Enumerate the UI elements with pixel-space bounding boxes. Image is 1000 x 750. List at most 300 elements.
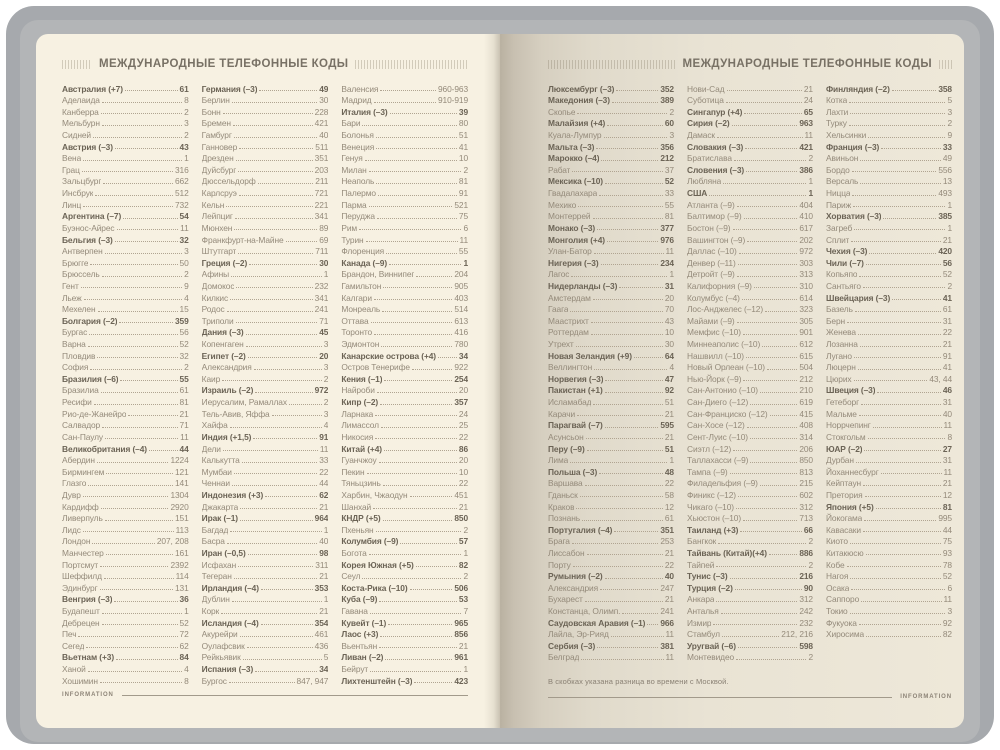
entry-row: [341, 256, 468, 268]
entry-code: 2: [184, 130, 189, 141]
entry-name: Рабат: [548, 164, 571, 175]
entry-name: Ханой: [62, 664, 86, 675]
entry-row: [62, 407, 189, 419]
dot-leader: [597, 229, 658, 230]
entry-row: [826, 337, 952, 349]
dot-leader: [78, 636, 177, 637]
entry-name: Йоханнесбург: [826, 466, 879, 477]
entry-code: 451: [454, 489, 469, 500]
entry-code: 241: [660, 606, 674, 617]
dot-leader: [847, 566, 941, 567]
entry-row: [202, 535, 329, 547]
entry-row: [687, 488, 813, 500]
entry-row: [826, 523, 952, 535]
entry-name: Вьентьян: [341, 640, 378, 651]
dot-leader: [410, 496, 453, 497]
entry-name: Израиль (–2): [201, 385, 254, 396]
dot-leader: [718, 543, 806, 544]
dot-leader: [599, 473, 663, 474]
entry-code: 20: [458, 455, 469, 466]
entry-code: 3: [323, 362, 329, 373]
dot-leader: [92, 543, 155, 544]
entry-row: [202, 117, 329, 129]
dot-leader: [374, 299, 452, 300]
entry-row: [687, 512, 813, 524]
entry-name: София: [62, 362, 89, 373]
entry-code: 90: [803, 582, 813, 593]
dot-leader: [416, 276, 452, 277]
entry-name: Лейпциг: [201, 211, 233, 222]
dot-leader: [221, 613, 317, 614]
entry-row: [341, 221, 468, 233]
entry-row: [548, 361, 674, 373]
information-label: INFORMATION: [62, 692, 114, 698]
entry-name: Белград: [548, 652, 580, 663]
entry-row: [341, 430, 468, 442]
dot-leader: [261, 624, 313, 625]
entry-name: Турция (–2): [687, 582, 733, 593]
entry-row: [687, 430, 813, 442]
entry-name: Берлин: [201, 95, 230, 106]
entry-row: [341, 210, 468, 222]
entry-name: Ницца: [826, 188, 851, 199]
entry-name: Веллингтон: [548, 362, 593, 373]
entry-row: [687, 140, 813, 152]
entry-row: [826, 163, 952, 175]
dot-leader: [243, 659, 322, 660]
entry-row: [826, 349, 952, 361]
entry-row: [341, 326, 468, 338]
dot-leader: [614, 531, 658, 532]
entry-row: [548, 245, 674, 257]
dot-leader: [412, 369, 452, 370]
entry-name: Австралия (+7): [62, 83, 123, 94]
entry-code: 21: [942, 339, 952, 350]
entry-row: [341, 523, 468, 535]
dot-leader: [366, 241, 458, 242]
entry-code: 81: [458, 176, 469, 187]
entry-code: 613: [454, 315, 469, 326]
entry-row: [687, 210, 813, 222]
entry-row: [687, 419, 813, 431]
entry-code: 8: [184, 95, 189, 106]
entry-name: Исламабад: [548, 397, 592, 408]
entry-code: 43, 44: [929, 373, 952, 384]
dot-leader: [240, 636, 313, 637]
entry-row: [202, 268, 329, 280]
entry-code: 1: [323, 269, 329, 280]
dot-leader: [261, 589, 313, 590]
entry-code: 314: [799, 431, 813, 442]
dot-leader: [101, 113, 182, 114]
dot-leader: [593, 404, 662, 405]
page-title: МЕЖДУНАРОДНЫЕ ТЕЛЕФОННЫЕ КОДЫ: [99, 58, 349, 70]
entry-name: Килкис: [201, 292, 229, 303]
entry-name: Нью-Йорк (–9): [687, 373, 742, 384]
entry-code: 614: [799, 292, 813, 303]
entry-name: Сент-Луис (–10): [687, 431, 748, 442]
dot-leader: [769, 554, 797, 555]
entry-code: 30: [664, 339, 674, 350]
dot-leader: [223, 450, 318, 451]
entry-code: 40: [942, 408, 952, 419]
entry-name: Льеж: [62, 292, 82, 303]
entry-code: 25: [458, 420, 469, 431]
entry-code: 856: [454, 629, 469, 640]
entry-code: 619: [799, 397, 813, 408]
entry-code: 359: [174, 315, 189, 326]
entry-name: Тегеран: [201, 571, 232, 582]
dot-leader: [892, 299, 941, 300]
entry-row: [548, 384, 674, 396]
entry-row: [62, 558, 189, 570]
dot-leader: [232, 601, 322, 602]
entry-row: [687, 256, 813, 268]
entry-name: Лидс: [62, 524, 81, 535]
entry-row: [62, 94, 189, 106]
entry-code: 1304: [170, 489, 189, 500]
entry-code: 247: [660, 582, 674, 593]
entry-name: Басра: [201, 536, 225, 547]
entry-name: Сан-Диего (–12): [687, 397, 749, 408]
entry-name: Бургос: [201, 675, 227, 686]
dot-leader: [572, 171, 662, 172]
entry-name: Будапешт: [62, 606, 100, 617]
entry-name: Китай (+4): [341, 443, 382, 454]
entry-code: 55: [179, 373, 189, 384]
entry-name: Лос-Анджелес (–12): [687, 304, 764, 315]
entry-name: Тяньцзинь: [341, 478, 381, 489]
entry-code: 20: [319, 350, 329, 361]
dot-leader: [859, 624, 941, 625]
entry-code: 421: [314, 118, 329, 129]
entry-name: Норвегия (–3): [548, 373, 604, 384]
entry-row: [341, 291, 468, 303]
dot-leader: [265, 496, 317, 497]
entry-name: Богота: [341, 547, 367, 558]
entry-row: [826, 175, 952, 187]
entry-code: 353: [314, 582, 329, 593]
dot-leader: [851, 589, 945, 590]
dot-leader: [858, 334, 941, 335]
entry-name: Дублин: [201, 594, 230, 605]
entry-row: [202, 303, 329, 315]
entry-row: [687, 628, 813, 640]
dot-leader: [742, 299, 798, 300]
entry-code: 204: [454, 269, 469, 280]
entry-name: Ченнаи: [201, 478, 230, 489]
dot-leader: [374, 102, 436, 103]
dot-leader: [622, 613, 658, 614]
dot-leader: [762, 346, 797, 347]
entry-name: Акурейри: [201, 629, 238, 640]
entry-code: 910-919: [437, 95, 469, 106]
entry-name: Брюссель: [62, 269, 100, 280]
entry-name: Сидней: [62, 130, 91, 141]
dot-leader: [850, 578, 941, 579]
dot-leader: [377, 392, 457, 393]
entry-name: Гаага: [548, 304, 569, 315]
entry-row: [548, 279, 674, 291]
entry-code: 31: [664, 280, 674, 291]
dot-leader: [232, 102, 317, 103]
entry-row: [548, 604, 674, 616]
entry-name: Дрезден: [201, 153, 234, 164]
entry-name: Триполи: [201, 315, 234, 326]
entry-name: Канада (–9): [341, 257, 388, 268]
entry-row: [202, 245, 329, 257]
entry-row: [548, 349, 674, 361]
entry-name: Словения (–3): [687, 164, 745, 175]
entry-code: 51: [458, 130, 469, 141]
entry-name: Чили (–7): [826, 257, 864, 268]
dot-leader: [226, 206, 312, 207]
entry-row: [202, 570, 329, 582]
entry-name: Чехия (–3): [826, 246, 868, 257]
dot-leader: [616, 90, 658, 91]
dot-leader: [88, 346, 178, 347]
entry-row: [548, 639, 674, 651]
entry-row: [62, 570, 189, 582]
entry-code: 7: [463, 606, 469, 617]
dot-leader: [102, 102, 182, 103]
entry-name: Варшава: [548, 478, 583, 489]
entry-row: [202, 361, 329, 373]
entry-code: 52: [942, 269, 952, 280]
entry-row: [687, 442, 813, 454]
dot-leader: [770, 415, 798, 416]
entry-name: Карлсруэ: [201, 188, 237, 199]
entry-row: [202, 105, 329, 117]
entry-row: [202, 337, 329, 349]
entry-name: Гамбург: [201, 130, 232, 141]
entry-row: [548, 454, 674, 466]
entry-code: 45: [319, 327, 329, 338]
entry-code: 963: [799, 118, 813, 129]
entry-name: США: [687, 188, 708, 199]
entry-code: 2: [947, 280, 952, 291]
dot-leader: [83, 206, 173, 207]
dot-leader: [760, 392, 797, 393]
entry-row: [548, 186, 674, 198]
entry-code: 212: [660, 153, 674, 164]
entry-code: 61: [942, 304, 952, 315]
entry-code: 84: [179, 652, 189, 663]
dot-leader: [384, 380, 452, 381]
entry-row: [62, 233, 189, 245]
entry-code: 48: [664, 466, 674, 477]
open-pages: [36, 34, 964, 728]
entry-name: Ливан (–2): [341, 652, 384, 663]
entry-row: [341, 500, 468, 512]
entry-name: Стокгольм: [826, 431, 866, 442]
entry-code: 512: [174, 188, 189, 199]
dot-leader: [570, 311, 662, 312]
entry-name: Анкара: [687, 594, 715, 605]
entry-name: Базель: [826, 304, 853, 315]
entry-code: 408: [799, 420, 813, 431]
dot-leader: [607, 241, 658, 242]
entry-code: 377: [660, 222, 674, 233]
dot-leader: [89, 334, 177, 335]
entry-name: КНДР (+5): [341, 513, 381, 524]
dot-leader: [248, 554, 318, 555]
entry-code: 22: [942, 327, 952, 338]
entry-row: [548, 268, 674, 280]
entry-row: [62, 442, 189, 454]
entry-row: [548, 372, 674, 384]
entry-code: 965: [454, 617, 469, 628]
dot-leader: [120, 380, 177, 381]
entry-code: 207, 208: [156, 536, 189, 547]
dot-leader: [709, 195, 806, 196]
dot-leader: [746, 171, 797, 172]
entry-row: [202, 175, 329, 187]
dot-leader: [253, 438, 317, 439]
entry-name: Сеул: [341, 571, 361, 582]
entry-code: 506: [454, 582, 469, 593]
dot-leader: [376, 531, 462, 532]
entry-code: 234: [660, 257, 674, 268]
dot-leader: [105, 520, 173, 521]
codes-column-4: [548, 82, 674, 688]
entry-name: Мальме: [826, 408, 857, 419]
dot-leader: [93, 137, 182, 138]
dot-leader: [860, 183, 941, 184]
entry-name: Вьетнам (+3): [62, 652, 115, 663]
entry-code: 847, 947: [296, 675, 329, 686]
entry-row: [341, 82, 468, 94]
entry-code: 81: [942, 501, 952, 512]
dot-leader: [105, 438, 178, 439]
dot-leader: [587, 554, 663, 555]
entry-row: [341, 581, 468, 593]
entry-name: Хайфа: [201, 420, 228, 431]
entry-row: [548, 291, 674, 303]
entry-name: Марокко (–4): [548, 153, 600, 164]
entry-name: Иран (–0,5): [201, 547, 246, 558]
dot-leader: [863, 485, 941, 486]
entry-row: [687, 651, 813, 663]
entry-name: Монтеррей: [548, 211, 591, 222]
dot-leader: [100, 566, 168, 567]
entry-code: 461: [314, 629, 329, 640]
entry-code: 511: [315, 141, 329, 152]
entry-row: [341, 477, 468, 489]
entry-row: [548, 512, 674, 524]
entry-code: 310: [799, 280, 813, 291]
entry-code: 612: [799, 339, 813, 350]
entry-code: 71: [319, 315, 329, 326]
entry-row: [341, 674, 468, 686]
entry-name: Денвер (–11): [687, 257, 736, 268]
dot-leader: [119, 322, 173, 323]
entry-name: Колумбус (–4): [687, 292, 740, 303]
dot-leader: [104, 578, 174, 579]
entry-row: [826, 117, 952, 129]
dot-leader: [371, 322, 453, 323]
entry-name: Коста-Рика (–10): [341, 582, 408, 593]
entry-code: 2: [323, 397, 329, 408]
entry-row: [341, 152, 468, 164]
dot-leader: [601, 264, 659, 265]
entry-code: 121: [174, 466, 189, 477]
entry-code: 11: [943, 466, 952, 477]
dot-leader: [246, 334, 318, 335]
entry-row: [826, 279, 952, 291]
entry-name: Монтевидео: [687, 652, 735, 663]
entry-row: [341, 407, 468, 419]
entry-code: 41: [458, 141, 469, 152]
entry-name: Стамбул: [687, 629, 720, 640]
dot-leader: [733, 450, 797, 451]
entry-code: 2: [184, 362, 189, 373]
dot-leader: [101, 508, 169, 509]
entry-name: Эдинбург: [62, 582, 98, 593]
dot-leader: [102, 427, 177, 428]
entry-name: Пакистан (+1): [548, 385, 603, 396]
entry-code: 3: [323, 339, 329, 350]
entry-name: Польша (–3): [548, 466, 598, 477]
entry-name: Малайзия (+4): [548, 118, 606, 129]
dot-leader: [376, 137, 457, 138]
entry-row: [341, 279, 468, 291]
entry-row: [62, 384, 189, 396]
entry-code: 713: [799, 513, 813, 524]
entry-name: Саудовская Аравия (–1): [548, 617, 646, 628]
codes-column-5: [687, 82, 813, 688]
entry-row: [548, 94, 674, 106]
dot-leader: [892, 90, 937, 91]
entry-row: [202, 279, 329, 291]
entry-row: [687, 163, 813, 175]
page-footer: [548, 694, 952, 700]
entry-name: Дания (–3): [201, 327, 244, 338]
dot-leader: [381, 427, 457, 428]
entry-code: 33: [664, 188, 674, 199]
entry-code: 27: [942, 443, 952, 454]
entry-code: 1: [463, 664, 469, 675]
entry-code: 352: [660, 83, 674, 94]
dot-leader: [869, 253, 936, 254]
entry-code: 2392: [170, 559, 189, 570]
dot-leader: [400, 543, 457, 544]
entry-name: Варна: [62, 339, 86, 350]
entry-code: 41: [942, 292, 952, 303]
entry-name: Осака: [826, 582, 850, 593]
entry-name: Ларнака: [341, 408, 374, 419]
entry-row: [341, 465, 468, 477]
dot-leader: [234, 229, 317, 230]
dot-leader: [847, 322, 941, 323]
entry-row: [341, 419, 468, 431]
entry-name: Вена: [62, 153, 82, 164]
entry-code: 49: [319, 83, 329, 94]
dot-leader: [369, 171, 462, 172]
entry-code: 212: [799, 373, 813, 384]
dot-leader: [95, 195, 173, 196]
entry-name: Гетеборг: [826, 397, 860, 408]
entry-code: 436: [314, 640, 329, 651]
dot-leader: [258, 183, 314, 184]
entry-row: [548, 465, 674, 477]
entry-code: 11: [943, 594, 952, 605]
entry-row: [202, 372, 329, 384]
entry-row: [826, 372, 952, 384]
entry-name: Монако (–3): [548, 222, 596, 233]
dot-leader: [647, 624, 658, 625]
dot-leader: [384, 450, 457, 451]
